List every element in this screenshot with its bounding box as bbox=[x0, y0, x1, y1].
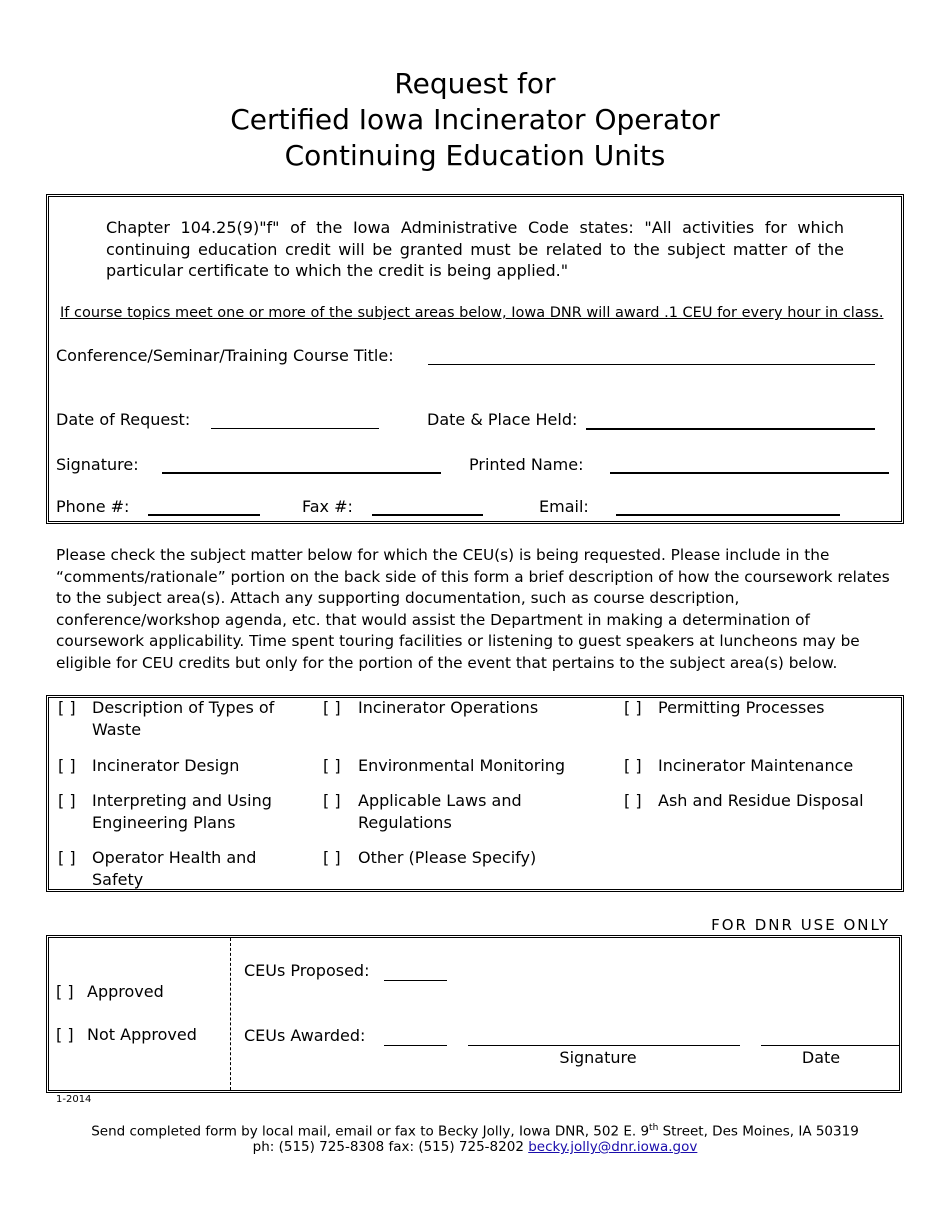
dnr-box bbox=[46, 935, 902, 1093]
fax-label: Fax #: bbox=[302, 497, 353, 516]
subject-health-safety: Operator Health and Safety bbox=[92, 848, 257, 889]
subject-permitting: Permitting Processes bbox=[658, 698, 825, 717]
dnr-date-input-line[interactable] bbox=[761, 1045, 900, 1046]
date-of-request-label: Date of Request: bbox=[56, 410, 191, 429]
footer-contact-line bbox=[0, 1138, 950, 1157]
not-approved-label: Not Approved bbox=[87, 1025, 197, 1044]
subject-other: Other (Please Specify) bbox=[358, 848, 537, 867]
footer-send-sup: th bbox=[649, 1123, 659, 1133]
subject-environmental-monitoring: Environmental Monitoring bbox=[358, 756, 566, 775]
phone-input-line[interactable] bbox=[148, 514, 260, 516]
date-place-held-label: Date & Place Held: bbox=[427, 410, 578, 429]
title-line-2: Certified Iowa Incinerator Operator bbox=[230, 103, 720, 136]
ceus-awarded-label: CEUs Awarded: bbox=[244, 1026, 366, 1045]
printed-name-label: Printed Name: bbox=[469, 455, 584, 474]
title-line-3: Continuing Education Units bbox=[284, 139, 666, 172]
subject-engineering-plans: Interpreting and Using Engineering Plans bbox=[92, 791, 272, 832]
checkbox-environmental-monitoring[interactable]: [ ] bbox=[323, 756, 341, 775]
checkbox-health-safety[interactable]: [ ] bbox=[58, 848, 76, 867]
fax-input-line[interactable] bbox=[372, 514, 483, 516]
checkbox-ash-residue[interactable]: [ ] bbox=[624, 791, 642, 810]
course-title-label: Conference/Seminar/Training Course Title: bbox=[56, 346, 394, 365]
ceus-proposed-label: CEUs Proposed: bbox=[244, 961, 370, 980]
ceu-notice: If course topics meet one or more of the subject areas below, Iowa DNR will award .1 CEU for every hour in class. bbox=[60, 305, 884, 321]
dnr-signature-input-line[interactable] bbox=[468, 1045, 740, 1046]
email-input-line[interactable] bbox=[616, 514, 840, 516]
subject-types-of-waste: Description of Types of Waste bbox=[92, 698, 275, 739]
checkbox-laws-regulations[interactable]: [ ] bbox=[323, 791, 341, 810]
dnr-signature-caption: Signature bbox=[559, 1048, 637, 1067]
code-quote: Chapter 104.25(9)"f" of the Iowa Administrative Code states: "All activities for which continuing education credit will be granted must be related to the subject matter of the particular certificate to which the credit is being applied." bbox=[106, 218, 844, 280]
checkbox-permitting[interactable]: [ ] bbox=[624, 698, 642, 717]
subject-incinerator-maintenance: Incinerator Maintenance bbox=[658, 756, 854, 775]
instructions-paragraph: Please check the subject matter below for which the CEU(s) is being requested. Please include in the “comments/rationale” portion on the back side of this form a brief description of how the coursework relates to the subject area(s). Attach any supporting documentation, such as course description, conference/workshop agenda, etc. that would assist the Department in making a determination of coursework applicability. Time spent touring facilities or listening to guest speakers at luncheons may be eligible for CEU credits but only for the portion of the event that pertains to the subject area(s) below. bbox=[56, 546, 890, 672]
date-place-held-input-line[interactable] bbox=[586, 428, 875, 430]
checkbox-approved[interactable]: [ ] bbox=[56, 982, 74, 1001]
footer-send-text-a: Send completed form by local mail, email or fax to Becky Jolly, Iowa DNR, 502 E. 9 bbox=[91, 1123, 650, 1140]
checkbox-engineering-plans[interactable]: [ ] bbox=[58, 791, 76, 810]
dnr-use-only-heading: FOR DNR USE ONLY bbox=[711, 916, 890, 934]
signature-label: Signature: bbox=[56, 455, 139, 474]
date-of-request-input-line[interactable] bbox=[211, 428, 379, 429]
footer-phone-fax: ph: (515) 725-8308 fax: (515) 725-8202 bbox=[252, 1139, 529, 1155]
subject-ash-residue: Ash and Residue Disposal bbox=[658, 791, 864, 810]
checkbox-incinerator-maintenance[interactable]: [ ] bbox=[624, 756, 642, 775]
footer-send-text-b: Street, Des Moines, IA 50319 bbox=[658, 1123, 859, 1140]
footer-email-link[interactable]: becky.jolly@dnr.iowa.gov bbox=[528, 1139, 698, 1155]
signature-input-line[interactable] bbox=[162, 472, 441, 474]
subject-incinerator-operations: Incinerator Operations bbox=[358, 698, 539, 717]
subject-laws-regulations: Applicable Laws and Regulations bbox=[358, 791, 522, 832]
ceus-awarded-input-line[interactable] bbox=[384, 1045, 447, 1046]
checkbox-not-approved[interactable]: [ ] bbox=[56, 1025, 74, 1044]
checkbox-incinerator-operations[interactable]: [ ] bbox=[323, 698, 341, 717]
checkbox-incinerator-design[interactable]: [ ] bbox=[58, 756, 76, 775]
dnr-divider bbox=[230, 938, 231, 1090]
approved-label: Approved bbox=[87, 982, 164, 1001]
title-line-1: Request for bbox=[394, 67, 556, 100]
dnr-date-caption: Date bbox=[801, 1048, 841, 1067]
form-number: 1-2014 bbox=[56, 1094, 92, 1105]
checkbox-types-of-waste[interactable]: [ ] bbox=[58, 698, 76, 717]
phone-label: Phone #: bbox=[56, 497, 130, 516]
email-label: Email: bbox=[539, 497, 589, 516]
checkbox-other[interactable]: [ ] bbox=[323, 848, 341, 867]
subject-incinerator-design: Incinerator Design bbox=[92, 756, 240, 775]
ceus-proposed-input-line[interactable] bbox=[384, 980, 447, 981]
course-title-input-line[interactable] bbox=[428, 364, 875, 365]
printed-name-input-line[interactable] bbox=[610, 472, 889, 474]
